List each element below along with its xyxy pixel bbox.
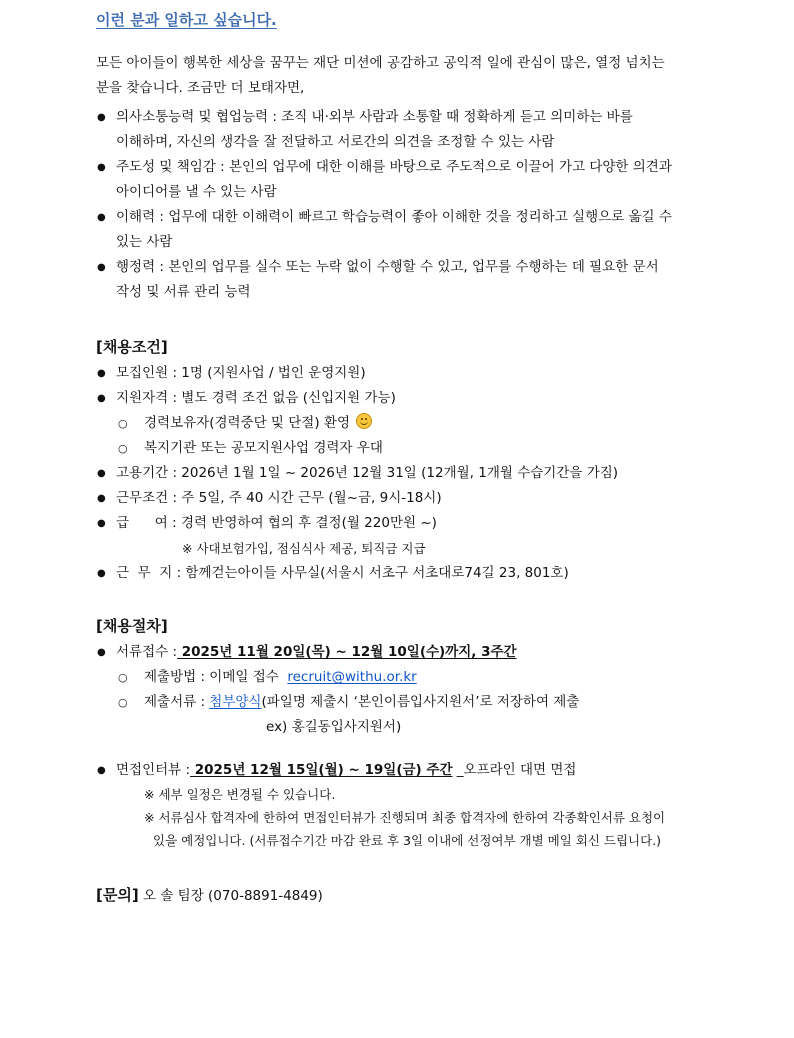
bullet-icon: ● (97, 647, 106, 658)
circle-bullet-icon: ○ (118, 442, 128, 455)
circle-bullet-icon: ○ (118, 671, 128, 684)
salary-note: ※ 사대보험가입, 점심식사 제공, 퇴직금 지급 (182, 541, 426, 556)
circle-bullet-icon: ○ (118, 417, 128, 430)
bullet-icon: ● (97, 393, 106, 404)
procedure-list (96, 640, 736, 740)
list-item: ● 고용기간 : 2026년 1월 1일 ~ 2026년 12월 31일 (12개월, 1개월 수습기간을 가짐) (96, 461, 716, 486)
contact-label: [문의] (96, 886, 139, 904)
bullet-icon: ● (97, 212, 106, 223)
list-item: ● 서류접수 : 2025년 11월 20일(목) ~ 12월 10일(수)까지, 3주간 (96, 640, 736, 665)
intro-line: 모든 아이들이 행복한 세상을 꿈꾸는 재단 미션에 공감하고 공익적 일에 관심이 많은, 열정 넘치는 (96, 55, 665, 71)
intro-line: 분을 찾습니다. 조금만 더 보태자면, (96, 80, 305, 96)
list-item: ● 모집인원 : 1명 (지원사업 / 법인 운영지원) (96, 361, 716, 386)
intro-paragraph (96, 51, 696, 101)
contact-line (96, 883, 323, 909)
list-item: ● 근무조건 : 주 5일, 주 40 시간 근무 (월~금, 9시-18시) (96, 486, 716, 511)
list-item: ● 이해력 : 업무에 대한 이해력이 빠르고 학습능력이 좋아 이해한 것을 정리하고 실행으로 옮길 수 있는 사람 (96, 205, 696, 255)
sub-list-item: ○ 복지기관 또는 공모지원사업 경력자 우대 (96, 436, 716, 461)
bullet-icon: ● (97, 262, 106, 273)
list-item: ● 급 여 : 경력 반영하여 협의 후 결정(월 220만원 ~) (96, 511, 716, 536)
screening-note-cont: 있을 예정입니다. (서류접수기간 마감 완료 후 3일 이내에 선정여부 개별 메일 회신 드립니다.) (153, 833, 662, 848)
bullet-icon: ● (97, 765, 106, 776)
bullet-icon: ● (97, 112, 106, 123)
bullet-icon: ● (97, 518, 106, 529)
section-heading: 이런 분과 일하고 싶습니다. (96, 11, 277, 29)
list-item: ● 근 무 지 : 함께걷는아이들 사무실(서울시 서초구 서초대로74길 23, 801호) (96, 561, 716, 586)
list-item: ● 면접인터뷰 : 2025년 12월 15일(월) ~ 19일(금) 주간 _오프라인 대면 면접 (96, 758, 736, 783)
bullet-icon: ● (97, 162, 106, 173)
qualities-list (96, 105, 696, 305)
list-item: ● 주도성 및 책임감 : 본인의 업무에 대한 이해를 바탕으로 주도적으로 이끌어 가고 다양한 의견과 아이디어를 낼 수 있는 사람 (96, 155, 696, 205)
bullet-icon: ● (97, 468, 106, 479)
conditions-title: [채용조건] (96, 338, 168, 356)
email-link[interactable]: recruit@withu.or.kr (287, 669, 417, 685)
conditions-list (96, 361, 716, 586)
sub-list-item: ○ 제출서류 : 첨부양식(파일명 제출시 ‘본인이름입사지원서’로 저장하여 제출 (96, 690, 736, 715)
list-item: ● 지원자격 : 별도 경력 조건 없음 (신입지원 가능) (96, 386, 716, 411)
attachment-form-link[interactable]: 첨부양식 (209, 694, 262, 710)
contact-value: 오 솔 팀장 (070-8891-4849) (138, 888, 323, 904)
procedure-title: [채용절차] (96, 617, 168, 635)
interview-list (96, 758, 736, 852)
bullet-icon: ● (97, 568, 106, 579)
screening-note: ※ 서류심사 합격자에 한하여 면접인터뷰가 진행되며 최종 합격자에 한하여 각종확인서류 요청이 (144, 810, 666, 825)
list-item: ● 행정력 : 본인의 업무를 실수 또는 누락 없이 수행할 수 있고, 업무를 수행하는 데 필요한 문서 작성 및 서류 관리 능력 (96, 255, 696, 305)
bullet-icon: ● (97, 493, 106, 504)
schedule-note: ※ 세부 일정은 변경될 수 있습니다. (144, 787, 336, 802)
smile-emoji-icon (356, 413, 372, 429)
list-item: ● 의사소통능력 및 협업능력 : 조직 내·외부 사람과 소통할 때 정확하게 듣고 의미하는 바를 이해하며, 자신의 생각을 잘 전달하고 서로간의 의견을 조정할 수 있는 사람 (96, 105, 696, 155)
circle-bullet-icon: ○ (118, 696, 128, 709)
bullet-icon: ● (97, 368, 106, 379)
sub-list-item: ○ 제출방법 : 이메일 접수 recruit@withu.or.kr (96, 665, 736, 690)
sub-list-item: ○ 경력보유자(경력중단 및 단절) 환영 (96, 411, 716, 436)
docs-example: ex) 홍길동입사지원서) (266, 719, 402, 735)
